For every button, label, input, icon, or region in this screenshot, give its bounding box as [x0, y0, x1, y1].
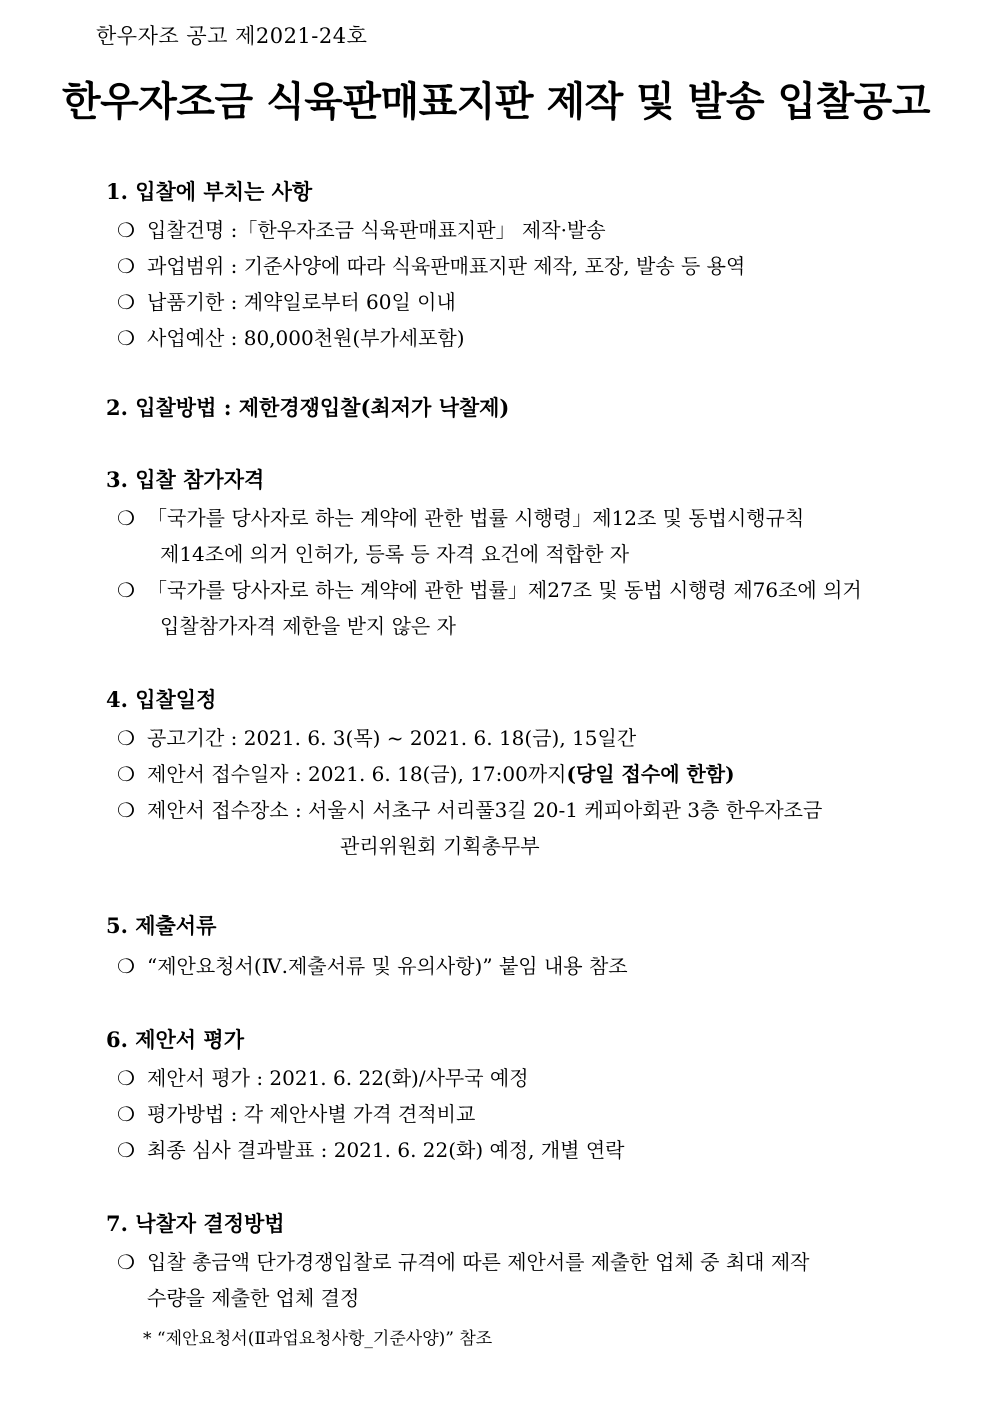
bullet-icon: ❍	[117, 326, 135, 350]
list-item: ❍ 평가방법 : 각 제안사별 가격 견적비교	[117, 1102, 476, 1126]
list-item: ❍ 입찰건명 :「한우자조금 식육판매표지판」 제작·발송	[117, 218, 606, 242]
bullet-icon: ❍	[117, 506, 135, 530]
bullet-icon: ❍	[117, 1138, 135, 1162]
section-heading-5: 5. 제출서류	[106, 913, 217, 938]
emphasis-text: (당일 접수에 한함)	[566, 762, 735, 786]
list-item: ❍ “제안요청서(Ⅳ.제출서류 및 유의사항)” 붙임 내용 참조	[117, 954, 628, 978]
list-item-continuation: 입찰참가자격 제한을 받지 않은 자	[160, 614, 456, 638]
section-heading-7: 7. 낙찰자 결정방법	[106, 1211, 285, 1236]
section-heading-3: 3. 입찰 참가자격	[106, 467, 265, 492]
bullet-icon: ❍	[117, 1250, 135, 1274]
list-item: ❍ 최종 심사 결과발표 : 2021. 6. 22(화) 예정, 개별 연락	[117, 1138, 625, 1162]
bullet-icon: ❍	[117, 762, 135, 786]
bullet-icon: ❍	[117, 726, 135, 750]
list-item: ❍ 입찰 총금액 단가경쟁입찰로 규격에 따른 제안서를 제출한 업체 중 최대 제작	[117, 1250, 810, 1274]
list-item: ❍ 공고기간 : 2021. 6. 3(목) ~ 2021. 6. 18(금), 15일간	[117, 726, 637, 750]
bullet-icon: ❍	[117, 798, 135, 822]
list-item-continuation: 제14조에 의거 인허가, 등록 등 자격 요건에 적합한 자	[160, 542, 630, 566]
section-heading-2: 2. 입찰방법 : 제한경쟁입찰(최저가 낙찰제)	[106, 395, 510, 420]
page-title: 한우자조금 식육판매표지판 제작 및 발송 입찰공고	[61, 79, 931, 125]
list-item: ❍ 사업예산 : 80,000천원(부가세포함)	[117, 326, 465, 350]
notice-number: 한우자조 공고 제2021-24호	[96, 24, 368, 48]
list-item: ❍ 「국가를 당사자로 하는 계약에 관한 법률 시행령」제12조 및 동법시행규칙	[117, 506, 805, 530]
section-heading-4: 4. 입찰일정	[106, 687, 217, 712]
reference-note: * “제안요청서(Ⅱ과업요청사항_기준사양)” 참조	[143, 1329, 493, 1349]
bullet-icon: ❍	[117, 218, 135, 242]
list-item: ❍ 제안서 접수일자 : 2021. 6. 18(금), 17:00까지(당일 접수에 한함)	[117, 762, 735, 786]
list-item: ❍ 「국가를 당사자로 하는 계약에 관한 법률」제27조 및 동법 시행령 제76조에 의거	[117, 578, 862, 602]
bullet-icon: ❍	[117, 954, 135, 978]
bullet-icon: ❍	[117, 1102, 135, 1126]
list-item: ❍ 납품기한 : 계약일로부터 60일 이내	[117, 290, 456, 314]
section-heading-1: 1. 입찰에 부치는 사항	[106, 179, 313, 204]
list-item: ❍ 과업범위 : 기준사양에 따라 식육판매표지판 제작, 포장, 발송 등 용역	[117, 254, 746, 278]
list-item-continuation: 관리위원회 기획총무부	[340, 834, 540, 858]
bullet-icon: ❍	[117, 290, 135, 314]
list-item: ❍ 제안서 접수장소 : 서울시 서초구 서리풀3길 20-1 케피아회관 3층 한우자조금	[117, 798, 823, 822]
bullet-icon: ❍	[117, 1066, 135, 1090]
section-heading-6: 6. 제안서 평가	[106, 1027, 244, 1052]
bullet-icon: ❍	[117, 578, 135, 602]
bullet-icon: ❍	[117, 254, 135, 278]
list-item: ❍ 제안서 평가 : 2021. 6. 22(화)/사무국 예정	[117, 1066, 529, 1090]
list-item-continuation: 수량을 제출한 업체 결정	[147, 1286, 360, 1310]
